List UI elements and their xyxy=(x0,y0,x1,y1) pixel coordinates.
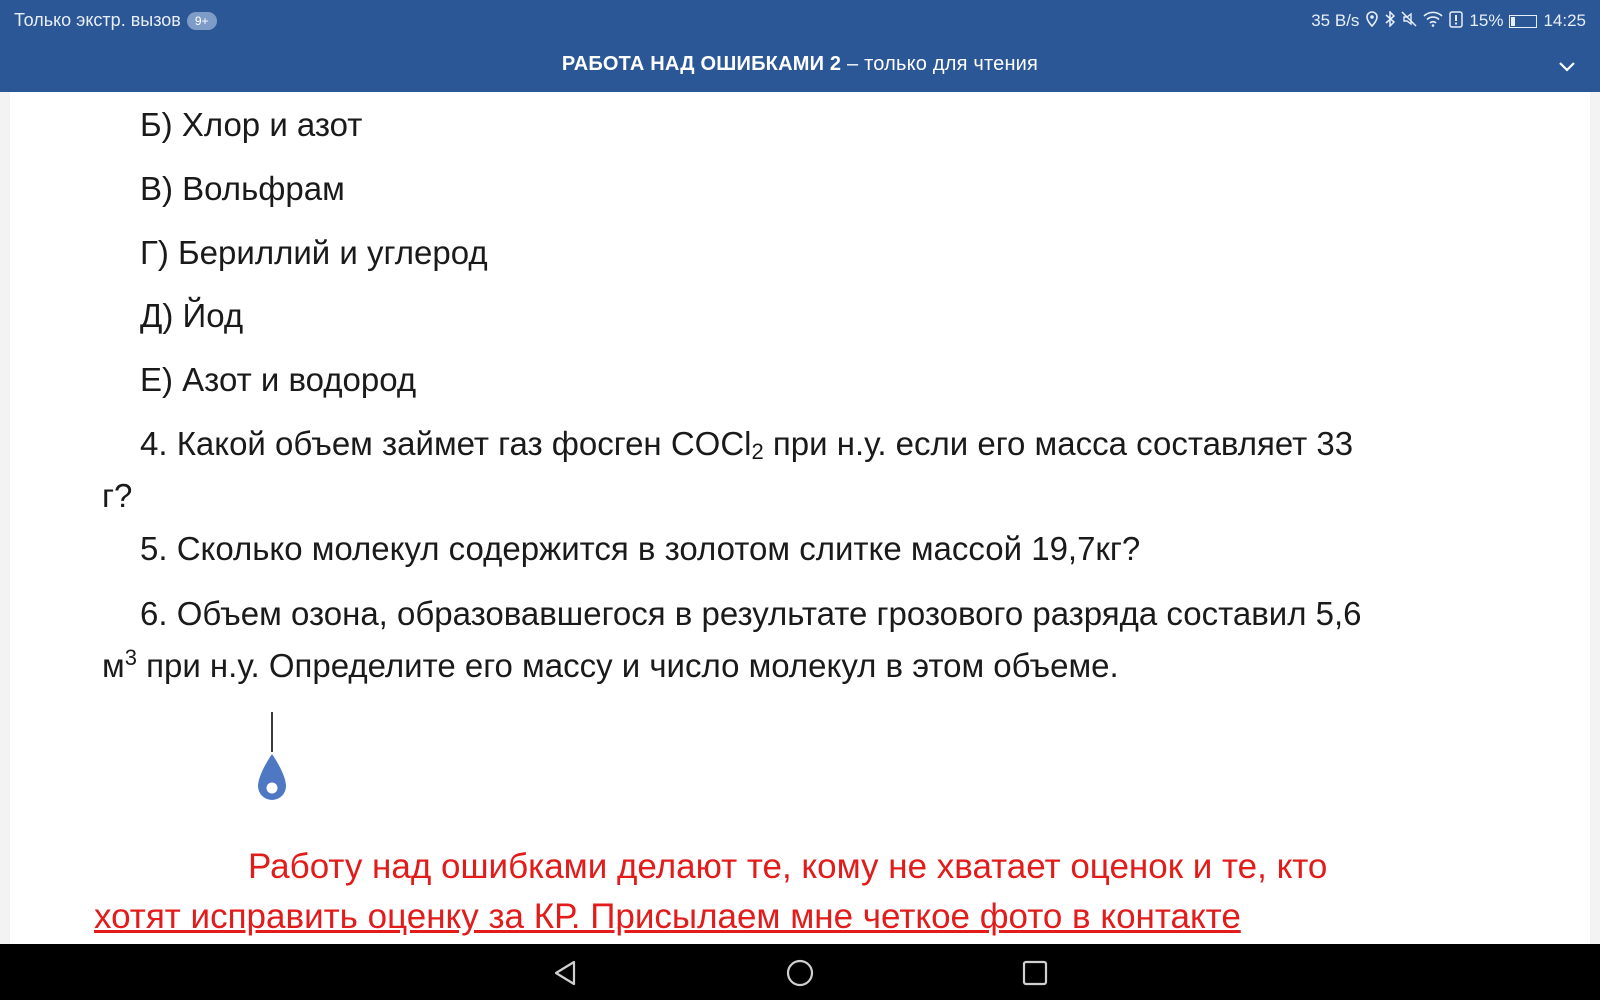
option-g: Г) Бериллий и углерод xyxy=(140,234,488,271)
navigation-bar xyxy=(0,944,1600,1000)
home-icon xyxy=(785,958,815,988)
q6-line2: при н.у. Определите его массу и число молекул в этом объеме. xyxy=(136,647,1119,684)
location-icon xyxy=(1365,11,1379,31)
document-title xyxy=(0,53,1600,76)
cursor-handle[interactable] xyxy=(256,752,288,808)
q4-line2: г? xyxy=(102,477,133,514)
q6-unit: м xyxy=(102,647,125,684)
bluetooth-icon xyxy=(1385,11,1395,31)
option-b: Б) Хлор и азот xyxy=(140,106,363,143)
app-bar xyxy=(0,0,1600,92)
recents-icon xyxy=(1022,960,1048,986)
q4-text-end: при н.у. если его масса составляет 33 xyxy=(763,425,1354,462)
battery-percent: 15% xyxy=(1469,11,1504,30)
drop-handle-icon xyxy=(256,752,288,808)
back-icon xyxy=(552,959,578,987)
status-bar-right xyxy=(1311,10,1586,32)
red-note-line1: Работу над ошибками делают те, кому не хватает оценок и те, кто xyxy=(248,847,1328,886)
recents-button[interactable] xyxy=(1018,956,1052,990)
red-note-line2: хотят исправить оценку за КР. Присылаем мне четкое фото в контакте xyxy=(94,897,1241,936)
q6-superscript: 3 xyxy=(124,645,137,670)
carrier-text: Только экстр. вызов xyxy=(14,10,181,30)
battery-alert-icon xyxy=(1449,10,1463,32)
battery-icon xyxy=(1509,15,1537,28)
page-edge-right xyxy=(1589,92,1600,944)
battery-fill xyxy=(1511,17,1515,26)
question-6 xyxy=(102,592,1542,688)
document-title-text: РАБОТА НАД ОШИБКАМИ 2 xyxy=(561,53,842,75)
network-speed: 35 B/s xyxy=(1311,11,1360,30)
clock: 14:25 xyxy=(1543,11,1586,30)
question-4 xyxy=(102,422,1522,518)
chevron-down-icon xyxy=(1558,61,1576,73)
question-5: 5. Сколько молекул содержится в золотом слитке массой 19,7кг? xyxy=(140,530,1141,567)
back-button[interactable] xyxy=(548,956,582,990)
q6-line1: 6. Объем озона, образовавшегося в результате грозового разряда составил 5,6 xyxy=(140,595,1362,632)
q4-subscript: 2 xyxy=(751,439,764,464)
option-v: В) Вольфрам xyxy=(140,170,345,207)
home-button[interactable] xyxy=(783,956,817,990)
option-e: Е) Азот и водород xyxy=(140,361,417,398)
notification-badge: 9+ xyxy=(187,12,217,30)
document-page[interactable] xyxy=(10,92,1590,944)
red-note xyxy=(94,842,1490,942)
option-d: Д) Йод xyxy=(140,297,244,334)
q4-text-start: 4. Какой объем займет газ фосген COCl xyxy=(140,425,752,462)
readonly-label: – только для чтения xyxy=(841,53,1039,75)
text-cursor xyxy=(271,712,273,752)
status-bar-left xyxy=(14,10,217,31)
collapse-button[interactable] xyxy=(1552,54,1582,80)
wifi-icon xyxy=(1423,11,1443,31)
mute-icon xyxy=(1401,11,1417,31)
